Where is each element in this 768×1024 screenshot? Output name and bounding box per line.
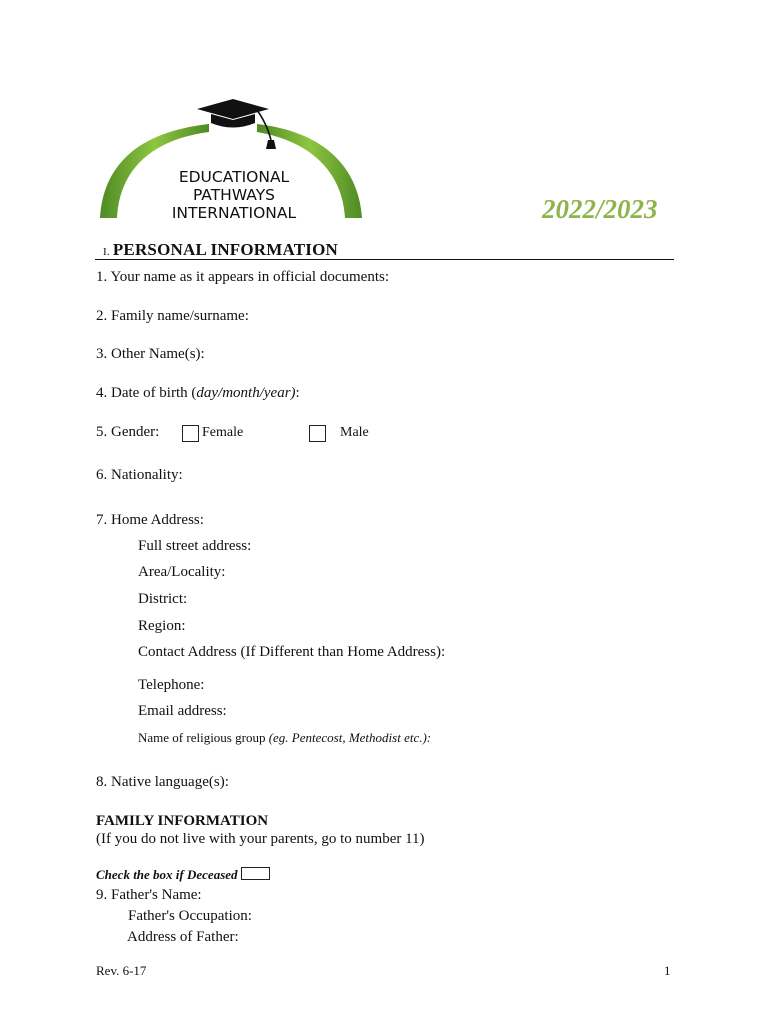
academic-year: 2022/2023: [542, 194, 658, 224]
logo: [97, 96, 365, 224]
logo-graphic: [97, 96, 365, 224]
deceased-label: Check the box if Deceased: [96, 867, 238, 882]
section-divider: [95, 259, 674, 260]
male-label: Male: [340, 425, 369, 440]
street-address-label: Full street address:: [138, 538, 252, 554]
page-number: 1: [664, 963, 671, 978]
revision-label: Rev. 6-17: [96, 963, 147, 978]
question-9-label: 9. Father's Name:: [96, 887, 202, 903]
logo-line-1: EDUCATIONAL: [178, 168, 290, 186]
logo-line-2: PATHWAYS: [192, 186, 276, 204]
region-label: Region:: [138, 618, 186, 634]
area-locality-label: Area/Locality:: [138, 564, 226, 580]
female-checkbox[interactable]: [182, 425, 199, 442]
district-label: District:: [138, 591, 188, 607]
religion-label: [138, 730, 431, 746]
family-note: (If you do not live with your parents, go to number 11): [96, 831, 425, 847]
email-label: Email address:: [138, 703, 227, 719]
religion-text: Name of religious group: [138, 730, 266, 745]
question-3-label: 3. Other Name(s):: [96, 346, 205, 362]
section-number: I.: [103, 246, 110, 258]
dob-prefix: 4. Date of birth (: [96, 385, 197, 401]
dob-suffix: :: [295, 385, 300, 401]
religion-example: (eg. Pentecost, Methodist etc.):: [268, 730, 432, 745]
question-6-label: 6. Nationality:: [96, 467, 183, 483]
contact-address-label: Contact Address (If Different than Home Address):: [138, 644, 446, 660]
deceased-row: [96, 867, 270, 883]
question-8-label: 8. Native language(s):: [96, 774, 229, 790]
family-section-title: FAMILY INFORMATION: [96, 813, 269, 829]
logo-line-3: INTERNATIONAL: [171, 204, 297, 222]
question-4-label: [96, 385, 300, 402]
question-7-label: 7. Home Address:: [96, 512, 204, 528]
section-title-personal: [103, 240, 338, 260]
dob-format: day/month/year): [196, 385, 296, 401]
question-1-label: 1. Your name as it appears in official documents:: [96, 269, 389, 285]
graduation-cap-icon: [197, 99, 276, 149]
telephone-label: Telephone:: [138, 677, 205, 693]
section-title-text: PERSONAL INFORMATION: [112, 240, 339, 259]
female-label: Female: [202, 425, 244, 440]
father-address-label: Address of Father:: [127, 929, 239, 945]
father-occupation-label: Father's Occupation:: [128, 908, 252, 924]
deceased-checkbox[interactable]: [241, 867, 270, 880]
question-5-label: 5. Gender:: [96, 424, 160, 440]
male-checkbox[interactable]: [309, 425, 326, 442]
question-2-label: 2. Family name/surname:: [96, 308, 249, 324]
